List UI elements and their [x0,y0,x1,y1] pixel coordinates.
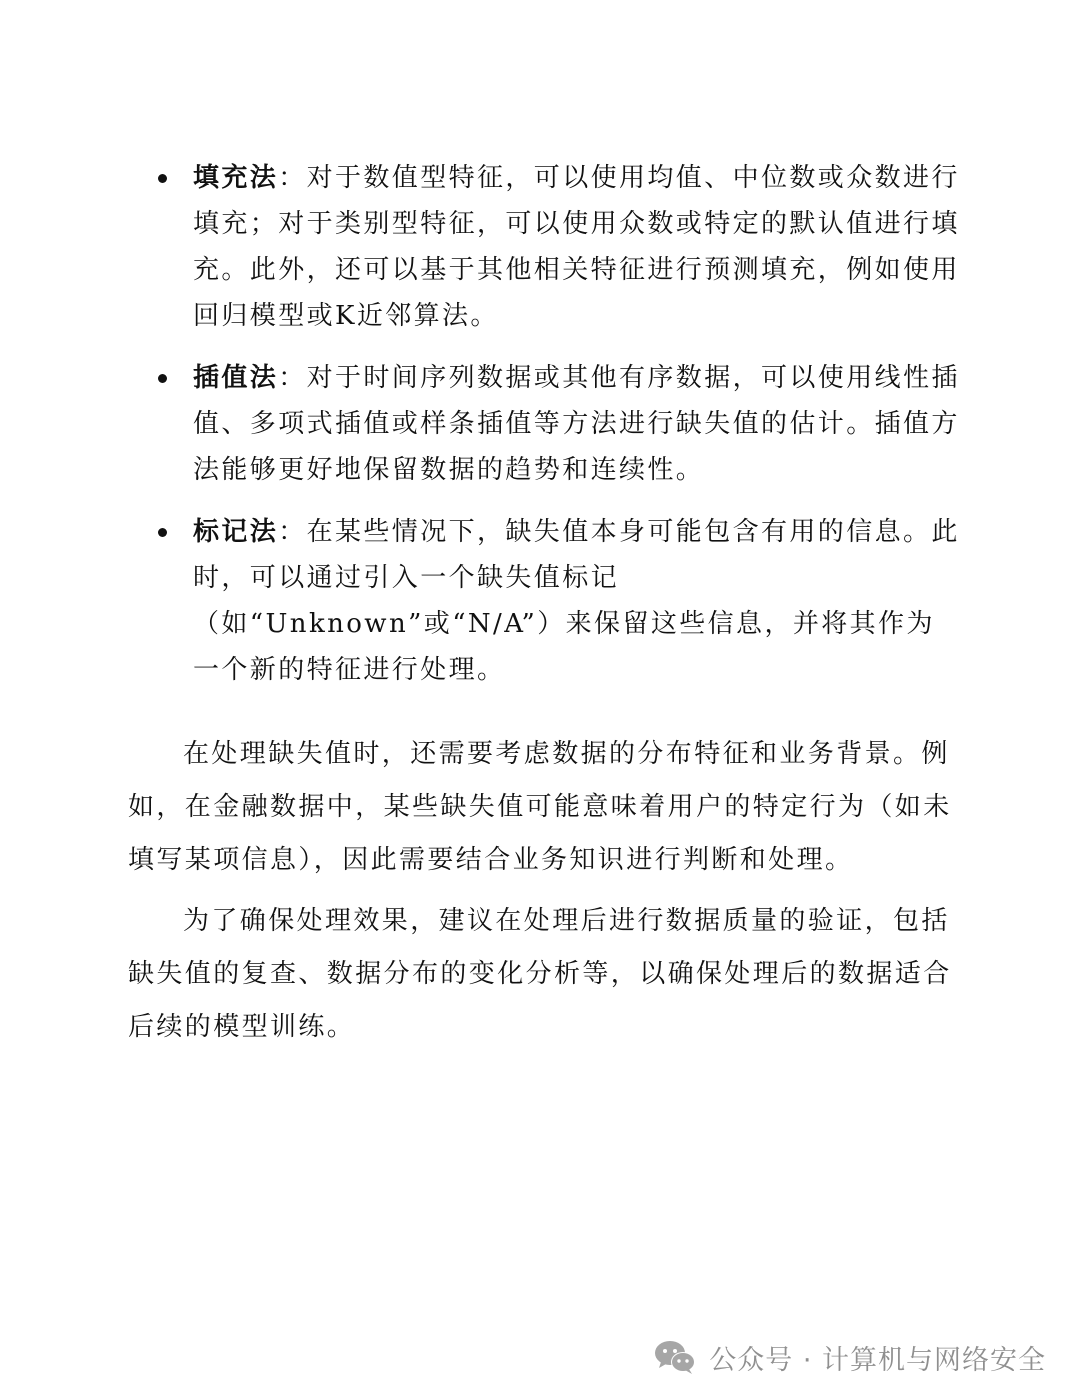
missing-value-methods-list [150,155,960,709]
term-description: ：对于数值型特征，可以使用均值、中位数或众数进行填充；对于类别型特征，可以使用众数或特定的默认值进行填充。此外，还可以基于其他相关特征进行预测填充，例如使用回归模型或K近邻算法。 [193,163,960,331]
watermark [653,1335,1046,1379]
list-item-fill-method [150,155,960,339]
term-description: ：在某些情况下，缺失值本身可能包含有用的信息。此时，可以通过引入一个缺失值标记（如“Unknown”或“N/A”）来保留这些信息，并将其作为一个新的特征进行处理。 [193,517,960,685]
term-label: 插值法 [193,363,279,393]
term-label: 填充法 [193,163,279,193]
wechat-icon [653,1338,697,1376]
bullet-icon [158,174,167,183]
body-paragraph: 在处理缺失值时，还需要考虑数据的分布特征和业务背景。例如，在金融数据中，某些缺失值可能意味着用户的特定行为（如未填写某项信息），因此需要结合业务知识进行判断和处理。 [128,739,952,875]
term-description: ：对于时间序列数据或其他有序数据，可以使用线性插值、多项式插值或样条插值等方法进行缺失值的估计。插值方法能够更好地保留数据的趋势和连续性。 [193,363,960,485]
bullet-icon [158,374,167,383]
list-item-interpolation-method [150,355,960,493]
watermark-text: 公众号 · 计算机与网络安全 [709,1344,1046,1376]
list-item-marker-method [150,509,960,693]
bullet-icon [158,528,167,537]
body-paragraph: 为了确保处理效果，建议在处理后进行数据质量的验证，包括缺失值的复查、数据分布的变化分析等，以确保处理后的数据适合后续的模型训练。 [128,906,952,1042]
term-label: 标记法 [193,517,279,547]
